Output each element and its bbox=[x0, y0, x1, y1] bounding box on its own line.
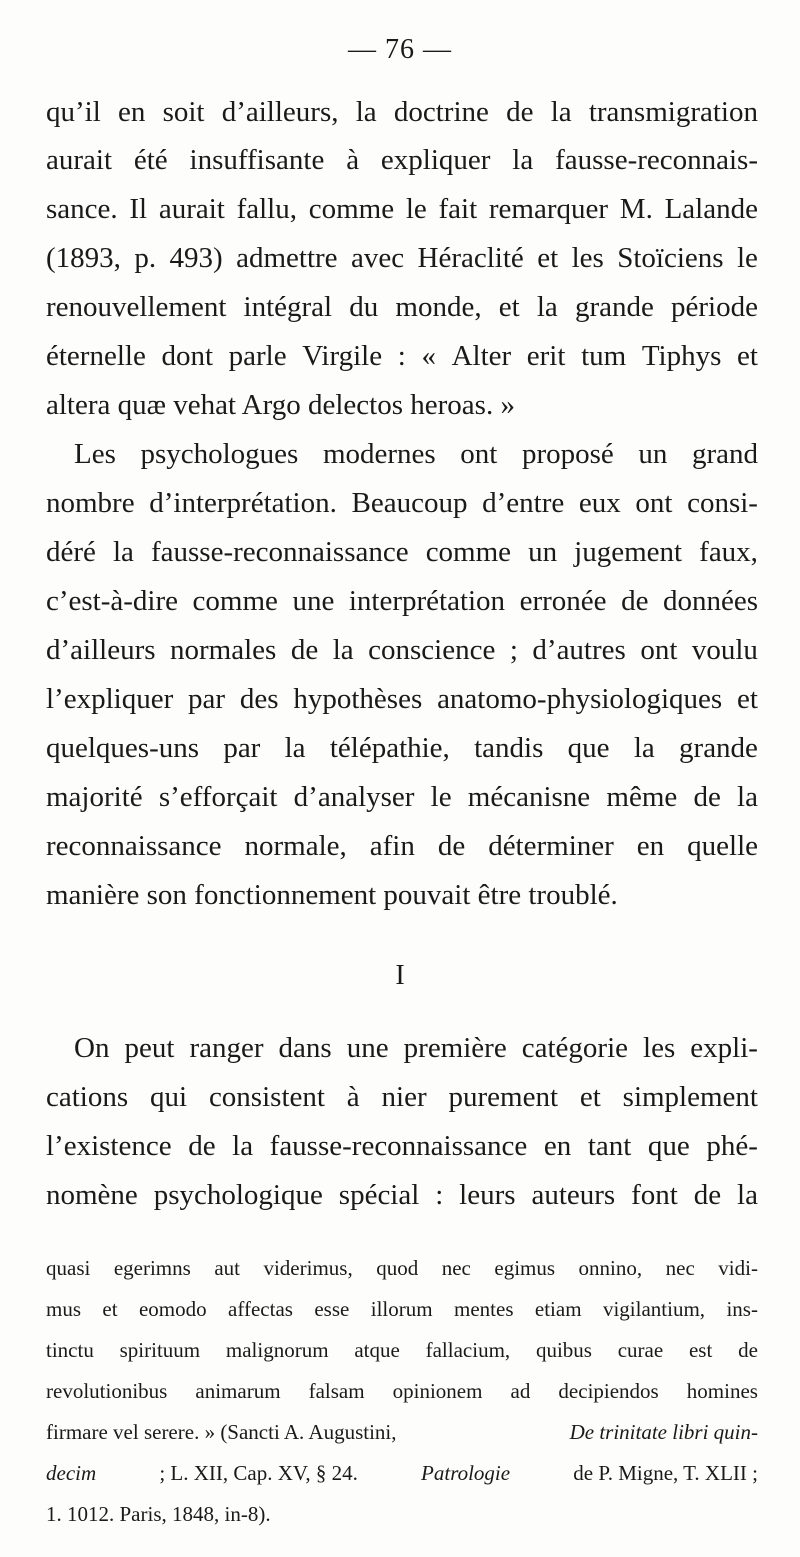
word: auteurs bbox=[531, 1179, 616, 1211]
word: de bbox=[621, 585, 649, 617]
word: homines bbox=[686, 1379, 758, 1403]
text-line bbox=[46, 1083, 758, 1112]
word: le bbox=[736, 242, 758, 274]
word: normale, bbox=[244, 830, 347, 862]
word: et bbox=[498, 291, 520, 323]
word: majorité bbox=[46, 781, 143, 813]
word: quelle bbox=[687, 830, 758, 862]
word: cations bbox=[46, 1081, 129, 1113]
word: fallu, bbox=[236, 193, 297, 225]
word: grand bbox=[691, 438, 758, 470]
word: à bbox=[346, 1081, 360, 1113]
word: aut bbox=[214, 1256, 240, 1280]
word: en bbox=[118, 96, 146, 128]
word: decipiendos bbox=[558, 1379, 659, 1403]
word: déterminer bbox=[488, 830, 614, 862]
word: c’est-à-dire bbox=[46, 585, 179, 617]
word: purement bbox=[448, 1081, 558, 1113]
word: et bbox=[736, 340, 758, 372]
word: aurait bbox=[158, 193, 225, 225]
word: la bbox=[232, 1130, 254, 1162]
word: insuffisante bbox=[189, 144, 325, 176]
word: de bbox=[188, 1130, 216, 1162]
footnote-line bbox=[46, 1422, 758, 1443]
footnote-line bbox=[46, 1258, 758, 1279]
word: conscience bbox=[368, 634, 496, 666]
text-line bbox=[46, 636, 758, 665]
word: quasi bbox=[46, 1256, 91, 1280]
word: par bbox=[188, 683, 226, 715]
word: jugement bbox=[574, 536, 683, 568]
word: « bbox=[421, 340, 436, 372]
word: la bbox=[355, 96, 377, 128]
word: comme bbox=[308, 193, 395, 225]
word: p. bbox=[134, 242, 157, 274]
text-line: altera quæ vehat Argo delectos heroas. » bbox=[46, 389, 515, 421]
footnote-text: de P. Migne, T. XLII ; bbox=[573, 1461, 758, 1485]
word: psychologues bbox=[140, 438, 299, 470]
word: phé- bbox=[706, 1130, 758, 1162]
word: 493) bbox=[169, 242, 223, 274]
word: de bbox=[693, 1179, 722, 1211]
word: erronée bbox=[519, 585, 607, 617]
word: la bbox=[512, 144, 534, 176]
word: des bbox=[239, 683, 279, 715]
word: le bbox=[430, 781, 452, 813]
word: egimus bbox=[494, 1256, 556, 1280]
word: de bbox=[437, 830, 466, 862]
word: mus bbox=[46, 1297, 82, 1321]
text-line bbox=[46, 538, 758, 567]
word: eomodo bbox=[138, 1297, 207, 1321]
text-line bbox=[46, 1181, 758, 1210]
footnote-work-title: De trinitate libri quin- bbox=[569, 1420, 758, 1444]
word: d’autres bbox=[532, 634, 626, 666]
word: avec bbox=[350, 242, 405, 274]
word: intégral bbox=[243, 291, 333, 323]
word: Alter bbox=[451, 340, 512, 372]
word: viderimus, bbox=[263, 1256, 353, 1280]
text-line bbox=[46, 685, 758, 714]
word: fait bbox=[438, 193, 478, 225]
word: la bbox=[536, 291, 558, 323]
word: d’ailleurs bbox=[46, 634, 156, 666]
word: Stoïciens bbox=[617, 242, 724, 274]
word: peut bbox=[124, 1032, 175, 1064]
word: grande bbox=[574, 291, 654, 323]
word: onnino, bbox=[578, 1256, 643, 1280]
word: même bbox=[606, 781, 678, 813]
word: : bbox=[435, 1179, 444, 1211]
word: Tiphys bbox=[641, 340, 722, 372]
word: catégorie bbox=[521, 1032, 628, 1064]
word: Les bbox=[74, 438, 116, 470]
footnote-line: 1. 1012. Paris, 1848, in-8). bbox=[46, 1502, 271, 1526]
word: grande bbox=[679, 732, 758, 764]
word: malignorum bbox=[225, 1338, 329, 1362]
text-line bbox=[46, 489, 758, 518]
text-line bbox=[46, 98, 758, 127]
word: le bbox=[405, 193, 427, 225]
word: opinionem bbox=[392, 1379, 483, 1403]
text-line bbox=[46, 293, 758, 322]
word: doctrine bbox=[393, 96, 489, 128]
word: esse bbox=[314, 1297, 350, 1321]
word: aurait bbox=[46, 144, 113, 176]
word: dans bbox=[278, 1032, 332, 1064]
text-line bbox=[46, 734, 758, 763]
word: remarquer bbox=[488, 193, 609, 225]
word: proposé bbox=[521, 438, 614, 470]
word: données bbox=[662, 585, 758, 617]
footnote-text: firmare vel serere. » (Sancti A. Augustini, bbox=[46, 1420, 397, 1444]
word: modernes bbox=[322, 438, 436, 470]
word: monde, bbox=[395, 291, 482, 323]
word: fausse-reconnais- bbox=[555, 144, 758, 176]
word: quod bbox=[376, 1256, 419, 1280]
word: vigilantium, bbox=[602, 1297, 706, 1321]
word: admettre bbox=[236, 242, 338, 274]
word: éternelle bbox=[46, 340, 146, 372]
text-line bbox=[46, 832, 758, 861]
text-line bbox=[46, 783, 758, 812]
word: la bbox=[737, 1179, 758, 1211]
word: leurs bbox=[459, 1179, 516, 1211]
section-heading: I bbox=[395, 960, 405, 991]
footnote-work-title: decim bbox=[46, 1461, 97, 1485]
word: est bbox=[688, 1338, 713, 1362]
word: ranger bbox=[189, 1032, 264, 1064]
word: fausse-reconnaissance bbox=[269, 1130, 528, 1162]
text-line: manière son fonctionnement pouvait être troublé. bbox=[46, 879, 618, 911]
word: qu’il bbox=[46, 96, 101, 128]
word: été bbox=[133, 144, 168, 176]
word: en bbox=[543, 1130, 572, 1162]
word: nec bbox=[665, 1256, 695, 1280]
word: tum bbox=[581, 340, 627, 372]
word: la bbox=[550, 96, 572, 128]
word: eux bbox=[578, 487, 621, 519]
word: faux, bbox=[699, 536, 758, 568]
word: egerimns bbox=[113, 1256, 191, 1280]
word: déré bbox=[46, 536, 96, 568]
word: consistent bbox=[208, 1081, 325, 1113]
word: comme bbox=[192, 585, 278, 617]
word: télépathie, bbox=[329, 732, 450, 764]
word: reconnaissance bbox=[46, 830, 222, 862]
word: d’entre bbox=[482, 487, 565, 519]
word: nier bbox=[381, 1081, 427, 1113]
word: Virgile bbox=[302, 340, 383, 372]
footnote-text: ; L. XII, Cap. XV, § 24. bbox=[159, 1461, 358, 1485]
word: un bbox=[528, 536, 558, 568]
word: normales bbox=[170, 634, 277, 666]
word: Beaucoup bbox=[351, 487, 468, 519]
word: anatomo-physiologiques bbox=[437, 683, 723, 715]
word: les bbox=[643, 1032, 676, 1064]
word: font bbox=[631, 1179, 678, 1211]
word: hypothèses bbox=[293, 683, 423, 715]
word: que bbox=[567, 732, 610, 764]
word: spirituum bbox=[119, 1338, 201, 1362]
word: ad bbox=[510, 1379, 531, 1403]
word: nec bbox=[441, 1256, 471, 1280]
word: simplement bbox=[622, 1081, 758, 1113]
word: dont bbox=[161, 340, 214, 372]
word: la bbox=[112, 536, 134, 568]
word: nombre bbox=[46, 487, 135, 519]
word: et bbox=[102, 1297, 118, 1321]
word: que bbox=[647, 1130, 690, 1162]
word: (1893, bbox=[46, 242, 121, 274]
word: fallacium, bbox=[425, 1338, 511, 1362]
footnote-line bbox=[46, 1381, 758, 1402]
word: ont bbox=[640, 634, 678, 666]
word: une bbox=[346, 1032, 389, 1064]
word: erit bbox=[526, 340, 566, 372]
text-line bbox=[46, 342, 758, 371]
word: soit bbox=[162, 96, 205, 128]
word: de bbox=[506, 96, 534, 128]
word: d’ailleurs, bbox=[221, 96, 339, 128]
word: un bbox=[638, 438, 668, 470]
word: sance. bbox=[46, 193, 118, 225]
word: la bbox=[633, 732, 655, 764]
word: de bbox=[693, 781, 721, 813]
text-line bbox=[46, 1132, 758, 1161]
word: atque bbox=[354, 1338, 400, 1362]
word: quelques-uns bbox=[46, 732, 200, 764]
word: voulu bbox=[691, 634, 758, 666]
word: revolutionibus bbox=[46, 1379, 168, 1403]
word: animarum bbox=[195, 1379, 281, 1403]
text-line bbox=[46, 244, 758, 273]
footnote-line bbox=[46, 1463, 758, 1484]
word: la bbox=[332, 634, 354, 666]
word: période bbox=[671, 291, 758, 323]
word: renouvellement bbox=[46, 291, 227, 323]
word: consi- bbox=[687, 487, 758, 519]
footnote-line bbox=[46, 1299, 758, 1320]
word: parle bbox=[228, 340, 287, 372]
word: expli- bbox=[690, 1032, 758, 1064]
word: M. bbox=[619, 193, 653, 225]
word: les bbox=[571, 242, 604, 274]
word: curae bbox=[617, 1338, 664, 1362]
word: psychologique bbox=[153, 1179, 323, 1211]
footnote-line bbox=[46, 1340, 758, 1361]
word: la bbox=[737, 781, 758, 813]
word: transmigration bbox=[588, 96, 758, 128]
text-line bbox=[46, 195, 758, 224]
word: de bbox=[738, 1338, 758, 1362]
word: ins- bbox=[726, 1297, 758, 1321]
word: falsam bbox=[308, 1379, 365, 1403]
word: mentes bbox=[454, 1297, 514, 1321]
word: ; bbox=[509, 634, 518, 666]
word: quibus bbox=[535, 1338, 592, 1362]
page-number: — 76 — bbox=[348, 34, 452, 65]
word: affectas bbox=[228, 1297, 293, 1321]
word: interprétation bbox=[348, 585, 506, 617]
word: vidi- bbox=[718, 1256, 758, 1280]
word: etiam bbox=[534, 1297, 582, 1321]
word: par bbox=[223, 732, 261, 764]
word: fausse-reconnaissance bbox=[150, 536, 409, 568]
text-line bbox=[74, 440, 758, 469]
word: Lalande bbox=[664, 193, 758, 225]
word: une bbox=[292, 585, 335, 617]
text-line bbox=[46, 146, 758, 175]
word: l’existence bbox=[46, 1130, 172, 1162]
word: tinctu bbox=[46, 1338, 94, 1362]
word: du bbox=[349, 291, 379, 323]
word: s’efforçait bbox=[158, 781, 278, 813]
word: en bbox=[636, 830, 665, 862]
word: ont bbox=[635, 487, 673, 519]
footnote-journal-title: Patrologie bbox=[421, 1461, 511, 1485]
word: Il bbox=[129, 193, 148, 225]
word: et bbox=[737, 683, 758, 715]
word: et bbox=[579, 1081, 601, 1113]
word: ont bbox=[460, 438, 498, 470]
word: Héraclité bbox=[417, 242, 524, 274]
word: mécanisne bbox=[467, 781, 591, 813]
word: afin bbox=[369, 830, 415, 862]
word: d’interprétation. bbox=[149, 487, 337, 519]
word: : bbox=[397, 340, 406, 372]
word: à bbox=[346, 144, 360, 176]
word: de bbox=[290, 634, 319, 666]
word: et bbox=[537, 242, 559, 274]
text-line bbox=[46, 587, 758, 616]
word: la bbox=[284, 732, 306, 764]
word: tant bbox=[587, 1130, 632, 1162]
word: illorum bbox=[370, 1297, 433, 1321]
word: l’expliquer bbox=[46, 683, 174, 715]
word: spécial bbox=[338, 1179, 420, 1211]
word: première bbox=[403, 1032, 507, 1064]
word: expliquer bbox=[380, 144, 491, 176]
word: On bbox=[74, 1032, 110, 1064]
word: nomène bbox=[46, 1179, 138, 1211]
word: comme bbox=[425, 536, 512, 568]
word: d’analyser bbox=[293, 781, 415, 813]
text-line bbox=[74, 1034, 758, 1063]
word: qui bbox=[150, 1081, 188, 1113]
word: tandis bbox=[474, 732, 544, 764]
